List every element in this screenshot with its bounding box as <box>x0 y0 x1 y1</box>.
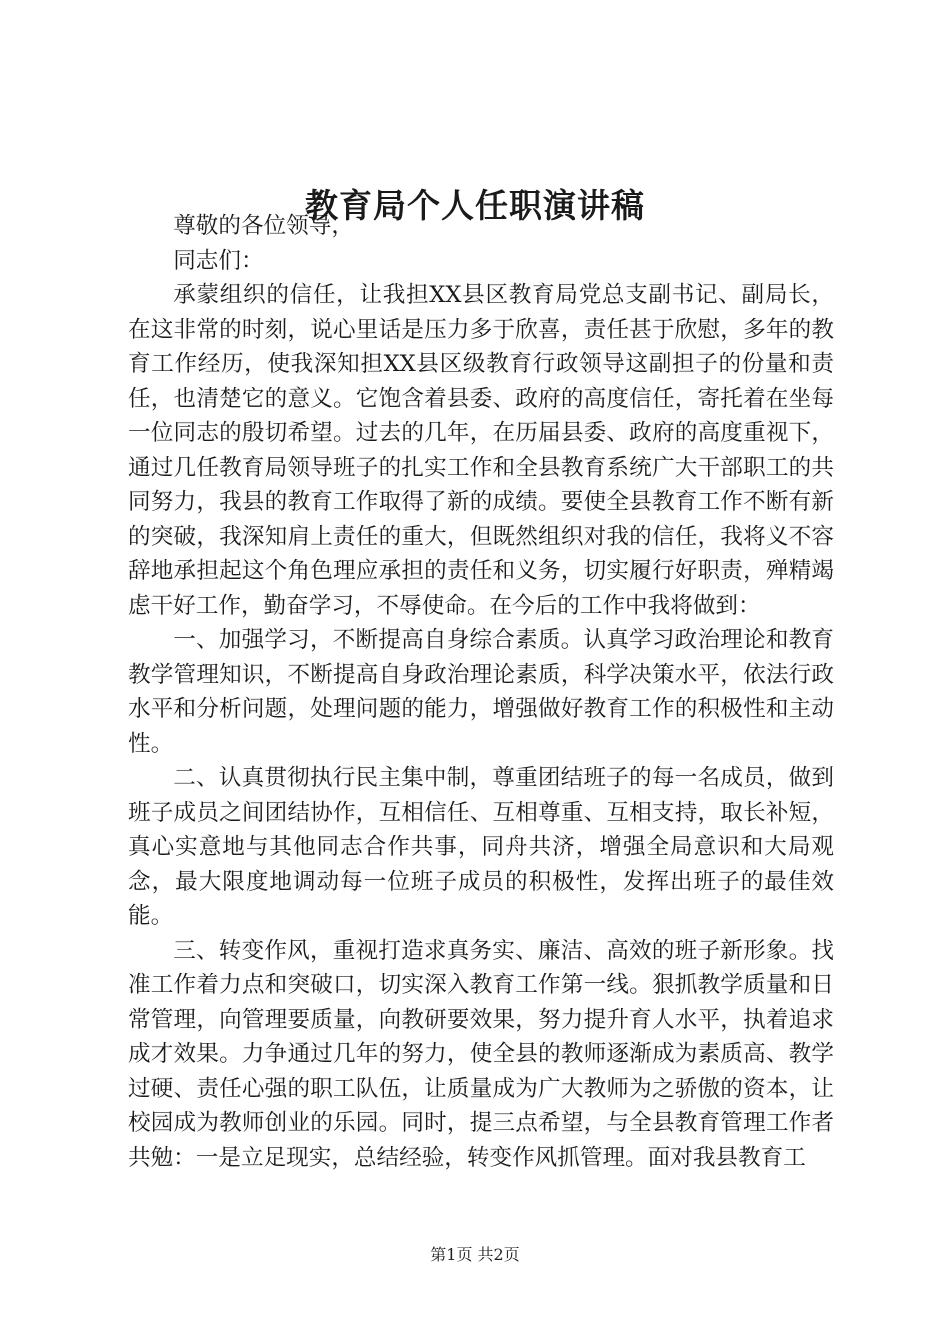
body-paragraph: 一、加强学习，不断提高自身综合素质。认真学习政治理论和教育教学管理知识，不断提高自身政治理论素质，科学决策水平，依法行政水平和分析问题，处理问题的能力，增强做好教育工作的积极性和主动性。 <box>128 627 834 757</box>
body-paragraph: 三、转变作风，重视打造求真务实、廉洁、高效的班子新形象。找准工作着力点和突破口，切实深入教育工作第一线。狠抓教学质量和日常管理，向管理要质量，向教研要效果，努力提升育人水平，执着追求成才效果。力争通过几年的努力，使全县的教师逐渐成为素质高、教学过硬、责任心强的职工队伍，让质量成为广大教师为之骄傲的资本，让校园成为教师创业的乐园。同时，提三点希望，与全县教育管理工作者共勉：一是立足现实，总结经验，转变作风抓管理。面对我县教育工 <box>128 937 834 1171</box>
salutation-line: 尊敬的各位领导， <box>173 213 354 239</box>
salutation-line: 同志们： <box>173 247 264 274</box>
page-number-footer: 第1页 共2页 <box>430 1245 520 1264</box>
body-paragraph: 二、认真贯彻执行民主集中制，尊重团结班子的每一名成员，做到班子成员之间团结协作，互相信任、互相尊重、互相支持，取长补短，真心实意地与其他同志合作共事，同舟共济，增强全局意识和大局观念，最大限度地调动每一位班子成员的积极性，发挥出班子的最佳效能。 <box>128 765 834 929</box>
document-body <box>128 209 834 1175</box>
body-paragraph: 承蒙组织的信任，让我担XX县区教育局党总支副书记、副局长，在这非常的时刻，说心里话是压力多于欣喜，责任甚于欣慰，多年的教育工作经历，使我深知担XX县区级教育行政领导这副担子的份量和责任，也清楚它的意义。它饱含着县委、政府的高度信任，寄托着在坐每一位同志的殷切希望。过去的几年，在历届县委、政府的高度重视下，通过几任教育局领导班子的扎实工作和全县教育系统广大干部职工的共同努力，我县的教育工作取得了新的成绩。要使全县教育工作不断有新的突破，我深知肩上责任的重大，但既然组织对我的信任，我将义不容辞地承担起这个角色理应承担的责任和义务，切实履行好职责，殚精竭虑干好工作，勤奋学习，不辱使命。在今后的工作中我将做到： <box>128 282 834 619</box>
document-title: 教育局个人任职演讲稿 <box>305 186 645 225</box>
